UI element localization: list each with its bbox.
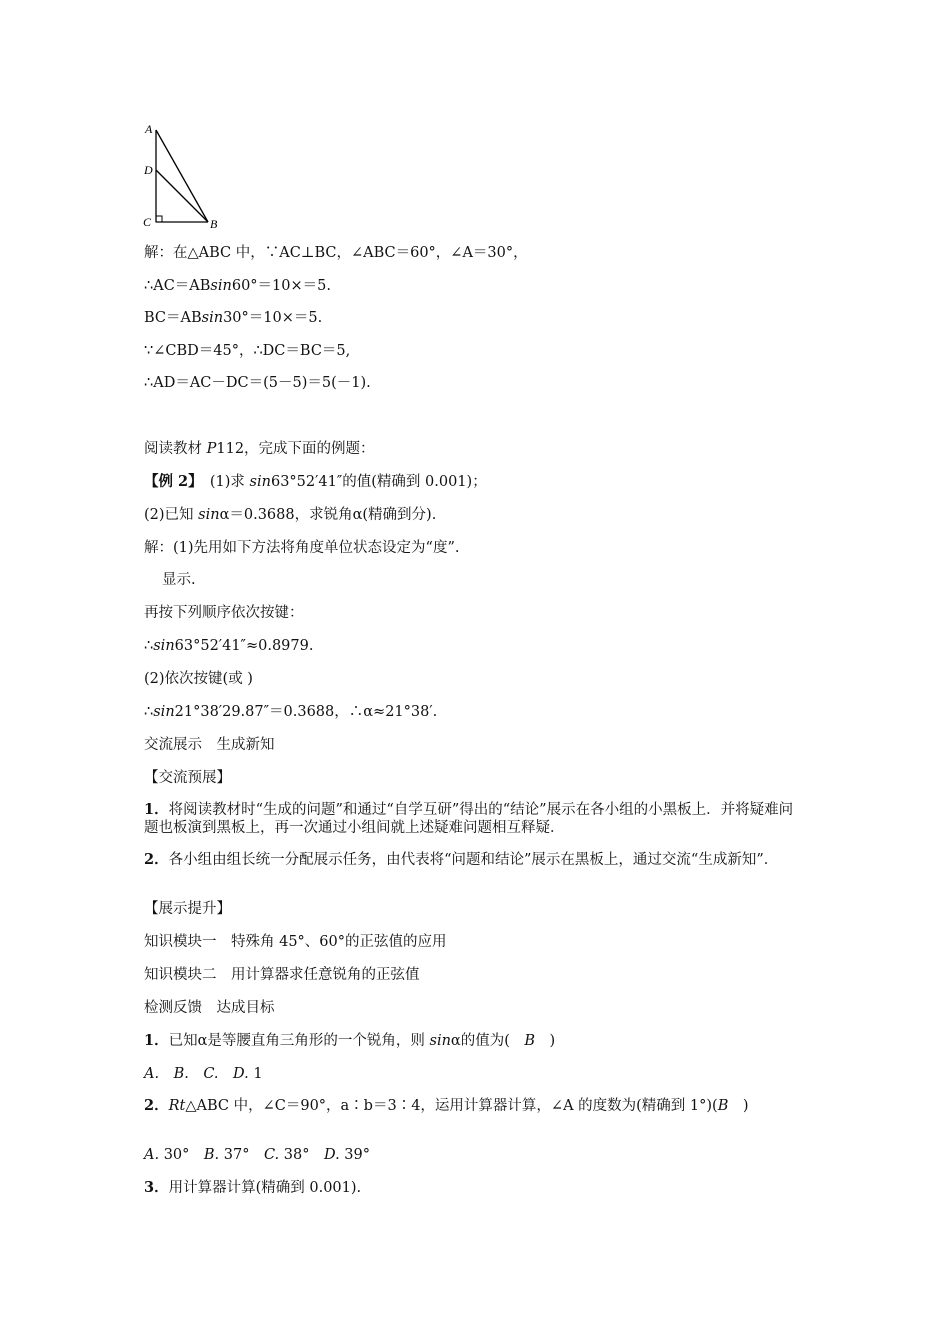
solution-line-ad: ∴AD＝AC－DC＝(5－5)＝5(－1).: [144, 375, 371, 391]
question-3: 3．用计算器计算(精确到 0.001).: [144, 1179, 362, 1196]
solution-line-1: 解：在△ABC 中，∵AC⊥BC，∠ABC＝60°，∠A＝30°，: [144, 245, 528, 261]
exchange-item-2: 2．各小组由组长统一分配展示任务，由代表将“问题和结论”展示在黑板上，通过交流“生成新知”．: [144, 851, 779, 868]
read-textbook-line: 阅读教材 P112，完成下面的例题：: [144, 441, 375, 457]
module-1-line: 知识模块一 特殊角 45°、60°的正弦值的应用: [144, 934, 447, 950]
module-2-line: 知识模块二 用计算器求任意锐角的正弦值: [144, 967, 420, 983]
label-c: C: [143, 215, 152, 229]
triangle-figure: [140, 118, 240, 236]
step-2-line: (2)依次按键(或 ): [144, 671, 253, 687]
label-d: D: [144, 163, 153, 177]
question-2-options: A. 30° B. 37° C. 38° D. 39°: [144, 1147, 371, 1163]
solution-2-line: 解：(1)先用如下方法将角度单位状态设定为“度”.: [144, 540, 460, 556]
question-2: 2．Rt△ABC 中，∠C＝90°，a∶b＝3∶4，运用计算器计算，∠A 的度数为(精确到 1°)(B ): [144, 1097, 749, 1114]
solution-line-bc: BC＝ABsin30°＝10×＝5.: [144, 310, 323, 326]
solution-line-cbd: ∵∠CBD＝45°，∴DC＝BC＝5,: [144, 343, 351, 359]
result-1-line: ∴sin63°52′41″≈0.8979.: [144, 638, 314, 654]
show-tag: 【展示提升】: [144, 901, 231, 917]
solution-line-ac: ∴AC＝ABsin60°＝10×＝5.: [144, 278, 331, 294]
display-line: 显示.: [162, 572, 196, 588]
exchange-tag: 【交流预展】: [144, 770, 231, 786]
exchange-item-1: 1．将阅读教材时“生成的问题”和通过“自学互研”得出的“结论”展示在各小组的小黑板上．并将疑难问题也板演到黑板上，再一次通过小组间就上述疑难问题相互释疑．: [144, 801, 794, 836]
check-heading: 检测反馈 达成目标: [144, 1000, 275, 1016]
exchange-heading: 交流展示 生成新知: [144, 737, 275, 753]
label-b: B: [210, 217, 218, 231]
example-2-part-2: (2)已知 sinα＝0.3688，求锐角α(精确到分).: [144, 507, 437, 523]
key-sequence-line: 再按下列顺序依次按键：: [144, 605, 304, 621]
result-2-line: ∴sin21°38′29.87″＝0.3688，∴α≈21°38′.: [144, 704, 438, 720]
right-angle-mark: [156, 216, 162, 222]
example-2-tag: 【例 2】: [144, 473, 196, 490]
question-1-options: A. B. C. D. 1: [144, 1066, 263, 1082]
segment-db: [156, 170, 208, 222]
example-2-line: 【例 2】 (1)求 sin63°52′41″的值(精确到 0.001)；: [144, 473, 487, 490]
question-1: 1．已知α是等腰直角三角形的一个锐角，则 sinα的值为( B ): [144, 1032, 556, 1049]
label-a: A: [145, 122, 153, 136]
question-2-answer: B: [717, 1098, 729, 1114]
side-ab: [156, 130, 208, 222]
question-1-answer: B: [524, 1033, 536, 1049]
